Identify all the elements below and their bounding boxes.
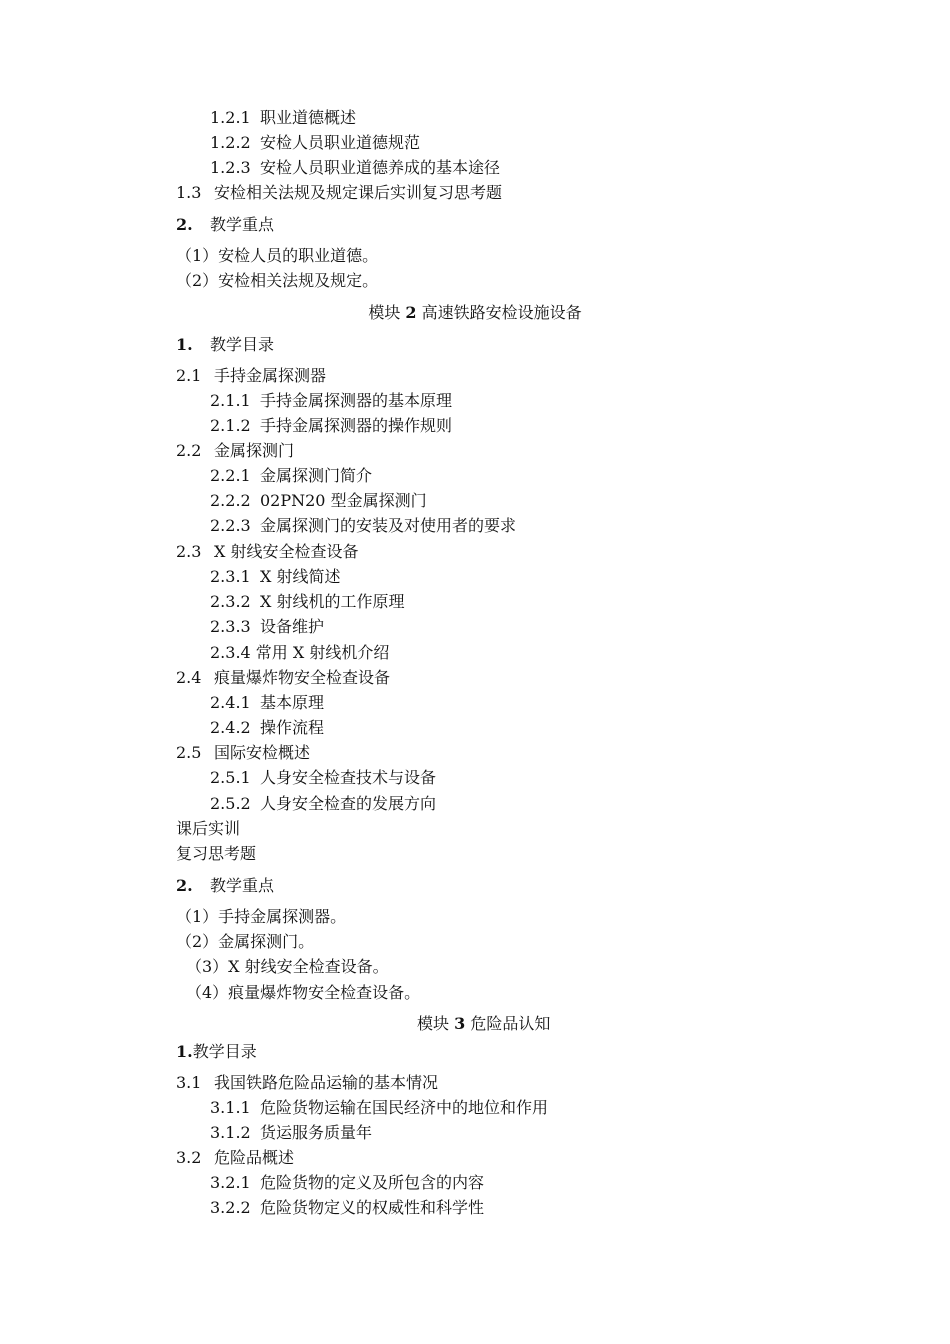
section-number: 2.2	[176, 441, 202, 460]
item-text: 危险货物运输在国民经济中的地位和作用	[260, 1098, 549, 1117]
toc-item-3-1-2	[210, 1123, 372, 1143]
heading-text: 教学目录	[210, 335, 275, 354]
toc-item-3-2-1	[210, 1173, 484, 1193]
item-text: 安检人员职业道德规范	[260, 133, 421, 152]
item-number: 2.4.1	[210, 693, 251, 712]
toc-item-2-3-2	[210, 592, 404, 612]
section-text: 危险品概述	[214, 1148, 295, 1167]
item-text: 职业道德概述	[260, 108, 357, 127]
after-training: 课后实训	[176, 819, 241, 838]
item-number: 2.2.1	[210, 466, 251, 485]
toc-item-2-1-2	[210, 416, 452, 436]
section-number: 1.3	[176, 183, 202, 202]
toc-item-1-2-2	[210, 133, 420, 153]
item-text: 手持金属探测器的操作规则	[260, 416, 453, 435]
section-text: 痕量爆炸物安全检查设备	[214, 668, 391, 687]
module-2-title	[0, 303, 950, 323]
key-point: （2）金属探测门。	[176, 932, 315, 951]
toc-section-2-4	[176, 668, 390, 688]
toc-item-2-2-2	[210, 491, 427, 511]
item-text: 金属探测门简介	[260, 466, 373, 485]
heading-text: 教学目录	[192, 1042, 257, 1061]
item-text: X 射线机的工作原理	[260, 592, 405, 611]
item-number: 3.2.2	[210, 1198, 251, 1217]
item-text: X 射线简述	[260, 567, 341, 586]
section-text: 手持金属探测器	[214, 366, 327, 385]
toc-section-3-1	[176, 1073, 438, 1093]
key-point: （2）安检相关法规及规定。	[176, 271, 379, 290]
section-text: 我国铁路危险品运输的基本情况	[214, 1073, 439, 1092]
item-number: 2.1.1	[210, 391, 251, 410]
section-text: 金属探测门	[214, 441, 295, 460]
item-number: 2.5.1	[210, 768, 251, 787]
key-points-heading	[176, 215, 274, 235]
toc-section-2-1	[176, 366, 326, 386]
title-prefix: 模块	[417, 1014, 450, 1033]
toc-item-2-1-1	[210, 391, 452, 411]
title-number: 3	[454, 1014, 466, 1033]
toc-section-2-5	[176, 743, 310, 763]
heading-text: 教学重点	[210, 876, 275, 895]
key-point: （4）痕量爆炸物安全检查设备。	[186, 983, 421, 1002]
section-number: 3.1	[176, 1073, 202, 1092]
item-text: 人身安全检查技术与设备	[260, 768, 437, 787]
heading-text: 教学重点	[210, 215, 275, 234]
toc-item-2-3-1	[210, 567, 340, 587]
item-text: 安检人员职业道德养成的基本途径	[260, 158, 501, 177]
toc-item-2-2-3	[210, 516, 516, 536]
toc-item-2-4-1	[210, 693, 324, 713]
key-point: （1）安检人员的职业道德。	[176, 246, 379, 265]
heading-number: 2.	[176, 215, 193, 234]
module-3-title	[417, 1014, 550, 1034]
heading-number: 1.	[176, 1042, 193, 1061]
item-text: 手持金属探测器的基本原理	[260, 391, 453, 410]
item-number: 3.2.1	[210, 1173, 251, 1192]
item-number: 2.3.2	[210, 592, 251, 611]
item-number: 2.2.2	[210, 491, 251, 510]
toc-item-2-3-4: 2.3.4 常用 X 射线机介绍	[210, 643, 390, 662]
toc-item-1-2-3	[210, 158, 500, 178]
item-text: 危险货物定义的权威性和科学性	[260, 1198, 485, 1217]
section-number: 2.5	[176, 743, 202, 762]
item-text: 货运服务质量年	[260, 1123, 373, 1142]
item-text: 操作流程	[260, 718, 325, 737]
toc-section-1-3	[176, 183, 502, 203]
section-number: 2.1	[176, 366, 202, 385]
toc-item-3-2-2	[210, 1198, 484, 1218]
section-text: 安检相关法规及规定课后实训复习思考题	[214, 183, 503, 202]
toc-item-2-5-2	[210, 794, 436, 814]
title-number: 2	[405, 303, 417, 322]
toc-item-2-5-1	[210, 768, 436, 788]
item-number: 3.1.1	[210, 1098, 251, 1117]
title-text: 危险品认知	[470, 1014, 551, 1033]
item-text: 基本原理	[260, 693, 325, 712]
item-number: 3.1.2	[210, 1123, 251, 1142]
item-text: 设备维护	[260, 617, 325, 636]
toc-section-3-2	[176, 1148, 294, 1168]
item-text: 02PN20 型金属探测门	[260, 491, 427, 510]
toc-item-2-3-3	[210, 617, 324, 637]
toc-item-3-1-1	[210, 1098, 548, 1118]
toc-item-2-4-2	[210, 718, 324, 738]
key-point: （3）X 射线安全检查设备。	[186, 957, 389, 976]
item-number: 1.2.1	[210, 108, 251, 127]
item-number: 2.5.2	[210, 794, 251, 813]
toc-item-1-2-1	[210, 108, 356, 128]
toc-item-2-2-1	[210, 466, 372, 486]
heading-number: 2.	[176, 876, 193, 895]
section-number: 2.4	[176, 668, 202, 687]
toc-section-2-3	[176, 542, 358, 562]
key-points-heading	[176, 876, 274, 896]
item-number: 2.2.3	[210, 516, 251, 535]
toc-heading	[176, 335, 274, 355]
section-number: 3.2	[176, 1148, 202, 1167]
item-number: 2.4.2	[210, 718, 251, 737]
heading-number: 1.	[176, 335, 193, 354]
item-number: 1.2.3	[210, 158, 251, 177]
item-number: 2.1.2	[210, 416, 251, 435]
section-text: 国际安检概述	[214, 743, 311, 762]
section-number: 2.3	[176, 542, 202, 561]
title-text: 高速铁路安检设施设备	[421, 303, 582, 322]
title-prefix: 模块	[368, 303, 401, 322]
item-text: 人身安全检查的发展方向	[260, 794, 437, 813]
toc-heading	[176, 1042, 257, 1062]
item-number: 2.3.1	[210, 567, 251, 586]
review-questions: 复习思考题	[176, 844, 257, 863]
item-number: 1.2.2	[210, 133, 251, 152]
section-text: X 射线安全检查设备	[214, 542, 359, 561]
item-text: 危险货物的定义及所包含的内容	[260, 1173, 485, 1192]
item-text: 金属探测门的安装及对使用者的要求	[260, 516, 517, 535]
toc-section-2-2	[176, 441, 294, 461]
item-number: 2.3.3	[210, 617, 251, 636]
key-point: （1）手持金属探测器。	[176, 907, 347, 926]
